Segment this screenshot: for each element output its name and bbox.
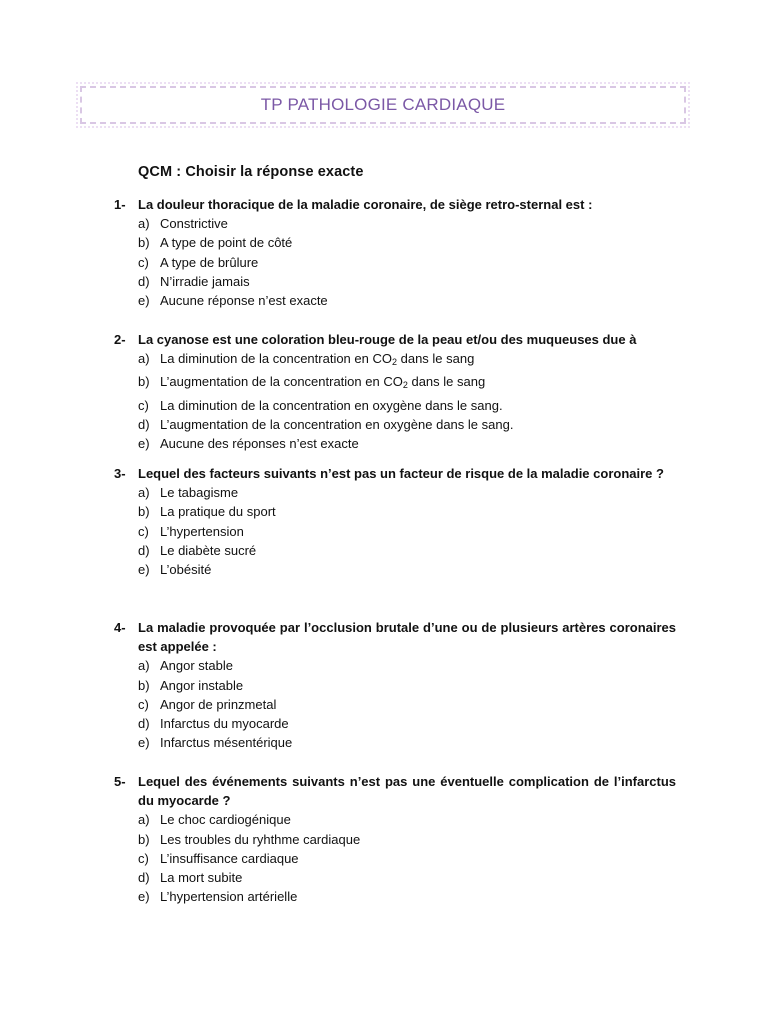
option-letter: c)	[138, 850, 149, 866]
question-text: La cyanose est une coloration bleu-rouge de la peau et/ou des muqueuses due à	[138, 332, 637, 347]
option-text: L’hypertension	[160, 523, 244, 539]
option-d	[114, 541, 676, 560]
option-b	[114, 372, 676, 395]
option-text: A type de point de côté	[160, 235, 293, 251]
option-text: Infarctus mésentérique	[160, 735, 293, 751]
option-c	[114, 849, 676, 868]
option-list	[114, 810, 676, 906]
option-e	[114, 560, 676, 579]
option-letter: a)	[138, 658, 150, 674]
question-header	[114, 772, 676, 810]
option-letter: d)	[138, 716, 150, 732]
question-4	[114, 618, 676, 752]
option-d	[114, 415, 676, 434]
option-text: Aucune des réponses n’est exacte	[160, 436, 359, 452]
option-b	[114, 676, 676, 695]
option-text: Constrictive	[160, 216, 228, 232]
option-c	[114, 522, 676, 541]
option-text: L’hypertension artérielle	[160, 889, 298, 905]
option-text: Aucune réponse n’est exacte	[160, 293, 328, 309]
option-a	[114, 656, 676, 675]
option-letter: c)	[138, 397, 149, 413]
option-text: La pratique du sport	[160, 504, 276, 520]
option-c	[114, 695, 676, 714]
option-letter: b)	[138, 831, 150, 847]
question-1	[114, 195, 676, 310]
option-a	[114, 483, 676, 502]
option-text: Angor instable	[160, 677, 244, 693]
option-e	[114, 733, 676, 752]
option-letter: e)	[138, 735, 150, 751]
question-number: 2-	[114, 332, 126, 347]
option-list	[114, 349, 676, 453]
option-b	[114, 502, 676, 521]
question-2	[114, 330, 676, 453]
option-letter: c)	[138, 254, 149, 270]
option-a	[114, 214, 676, 233]
option-e	[114, 291, 676, 310]
option-letter: a)	[138, 485, 150, 501]
option-letter: a)	[138, 216, 150, 232]
option-b	[114, 233, 676, 252]
option-letter: b)	[138, 677, 150, 693]
question-text: Lequel des événements suivants n’est pas une éventuelle complication de l’infarctus du myocarde ?	[138, 774, 676, 809]
question-3	[114, 464, 676, 579]
option-letter: b)	[138, 504, 150, 520]
option-letter: c)	[138, 523, 149, 539]
option-letter: e)	[138, 436, 150, 452]
option-text: Infarctus du myocarde	[160, 716, 289, 732]
option-text: L’augmentation de la concentration en oxygène dans le sang.	[160, 416, 514, 432]
subscript: 2	[391, 357, 397, 368]
question-text: Lequel des facteurs suivants n’est pas un facteur de risque de la maladie coronaire ?	[138, 466, 664, 481]
option-list	[114, 214, 676, 310]
option-e	[114, 887, 676, 906]
option-letter: e)	[138, 562, 150, 578]
question-5	[114, 772, 676, 906]
option-d	[114, 868, 676, 887]
question-header	[114, 330, 676, 349]
option-text: Les troubles du ryhthme cardiaque	[160, 831, 361, 847]
option-text: La mort subite	[160, 870, 243, 886]
section-subtitle: QCM : Choisir la réponse exacte	[138, 164, 364, 180]
option-letter: e)	[138, 293, 150, 309]
option-letter: a)	[138, 812, 150, 828]
option-text: La diminution de la concentration en oxygène dans le sang.	[160, 397, 503, 413]
option-text: L’augmentation de la concentration en $CO_2$ dans le sang	[160, 374, 486, 391]
option-letter: d)	[138, 542, 150, 558]
option-a	[114, 810, 676, 829]
option-c	[114, 396, 676, 415]
option-letter: b)	[138, 235, 150, 251]
question-header	[114, 618, 676, 656]
option-text: Le choc cardiogénique	[160, 812, 291, 828]
option-list	[114, 656, 676, 752]
question-number: 4-	[114, 620, 126, 635]
question-number: 1-	[114, 197, 126, 212]
option-text: Le diabète sucré	[160, 542, 257, 558]
option-letter: c)	[138, 696, 149, 712]
option-d	[114, 272, 676, 291]
option-text: N’irradie jamais	[160, 273, 250, 289]
option-letter: d)	[138, 273, 150, 289]
option-a	[114, 349, 676, 372]
question-header	[114, 464, 676, 483]
title-box	[80, 86, 686, 124]
option-letter: b)	[138, 374, 150, 390]
option-text: Angor de prinzmetal	[160, 696, 277, 712]
question-number: 5-	[114, 774, 126, 789]
option-text: La diminution de la concentration en $CO_2$ dans le sang	[160, 351, 475, 368]
option-d	[114, 714, 676, 733]
option-e	[114, 434, 676, 453]
option-letter: d)	[138, 870, 150, 886]
option-text: L’obésité	[160, 562, 212, 578]
subscript: 2	[402, 380, 408, 391]
option-list	[114, 483, 676, 579]
option-text: A type de brûlure	[160, 254, 259, 270]
option-text: L’insuffisance cardiaque	[160, 850, 299, 866]
question-text: La maladie provoquée par l’occlusion brutale d’une ou de plusieurs artères coronaires est appelée :	[138, 620, 676, 655]
option-letter: d)	[138, 416, 150, 432]
option-text: Angor stable	[160, 658, 233, 674]
option-letter: a)	[138, 351, 150, 367]
option-letter: e)	[138, 889, 150, 905]
page-title: TP PATHOLOGIE CARDIAQUE	[260, 95, 506, 114]
option-c	[114, 253, 676, 272]
question-number: 3-	[114, 466, 126, 481]
option-b	[114, 830, 676, 849]
question-text: La douleur thoracique de la maladie coronaire, de siège retro-sternal est :	[138, 197, 593, 212]
question-header	[114, 195, 676, 214]
option-text: Le tabagisme	[160, 485, 239, 501]
